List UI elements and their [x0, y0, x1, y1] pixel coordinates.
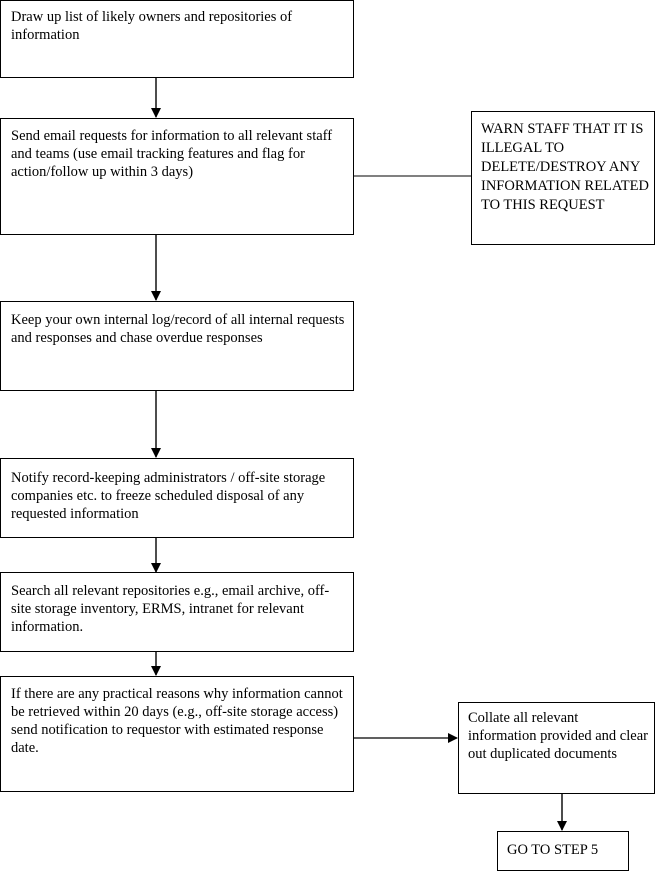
step-1-box — [0, 0, 354, 78]
step-4-text: Notify record-keeping administrators / off-site storage companies etc. to freeze scheduled disposal of any requested information — [11, 470, 326, 522]
warning-text: WARN STAFF THAT IT IS ILLEGAL TO DELETE/DESTROY ANY INFORMATION RELATED TO THIS REQUEST — [481, 121, 649, 213]
step-2-text: Send email requests for information to all relevant staff and teams (use email tracking features and flag for action/follow up within 3 days) — [11, 128, 333, 180]
step-6-text: If there are any practical reasons why information cannot be retrieved within 20 days (e.g., off-site storage access) send notification to requestor with estimated response date. — [11, 686, 343, 756]
step-1-text: Draw up list of likely owners and repositories of information — [11, 9, 293, 43]
step-6-box — [0, 676, 354, 792]
step-5-text: Search all relevant repositories e.g., email archive, off-site storage inventory, ERMS, intranet for relevant information. — [11, 583, 330, 635]
step-5-box — [0, 572, 354, 652]
warning-box — [471, 111, 655, 245]
step-4-box — [0, 458, 354, 538]
collate-text: Collate all relevant information provided and clear out duplicated documents — [468, 710, 648, 762]
goto-step-box — [497, 831, 629, 871]
step-3-text: Keep your own internal log/record of all internal requests and responses and chase overdue responses — [11, 312, 345, 346]
goto-step-text: GO TO STEP 5 — [507, 842, 599, 858]
step-2-box — [0, 118, 354, 235]
step-3-box — [0, 301, 354, 391]
collate-box — [458, 702, 655, 794]
